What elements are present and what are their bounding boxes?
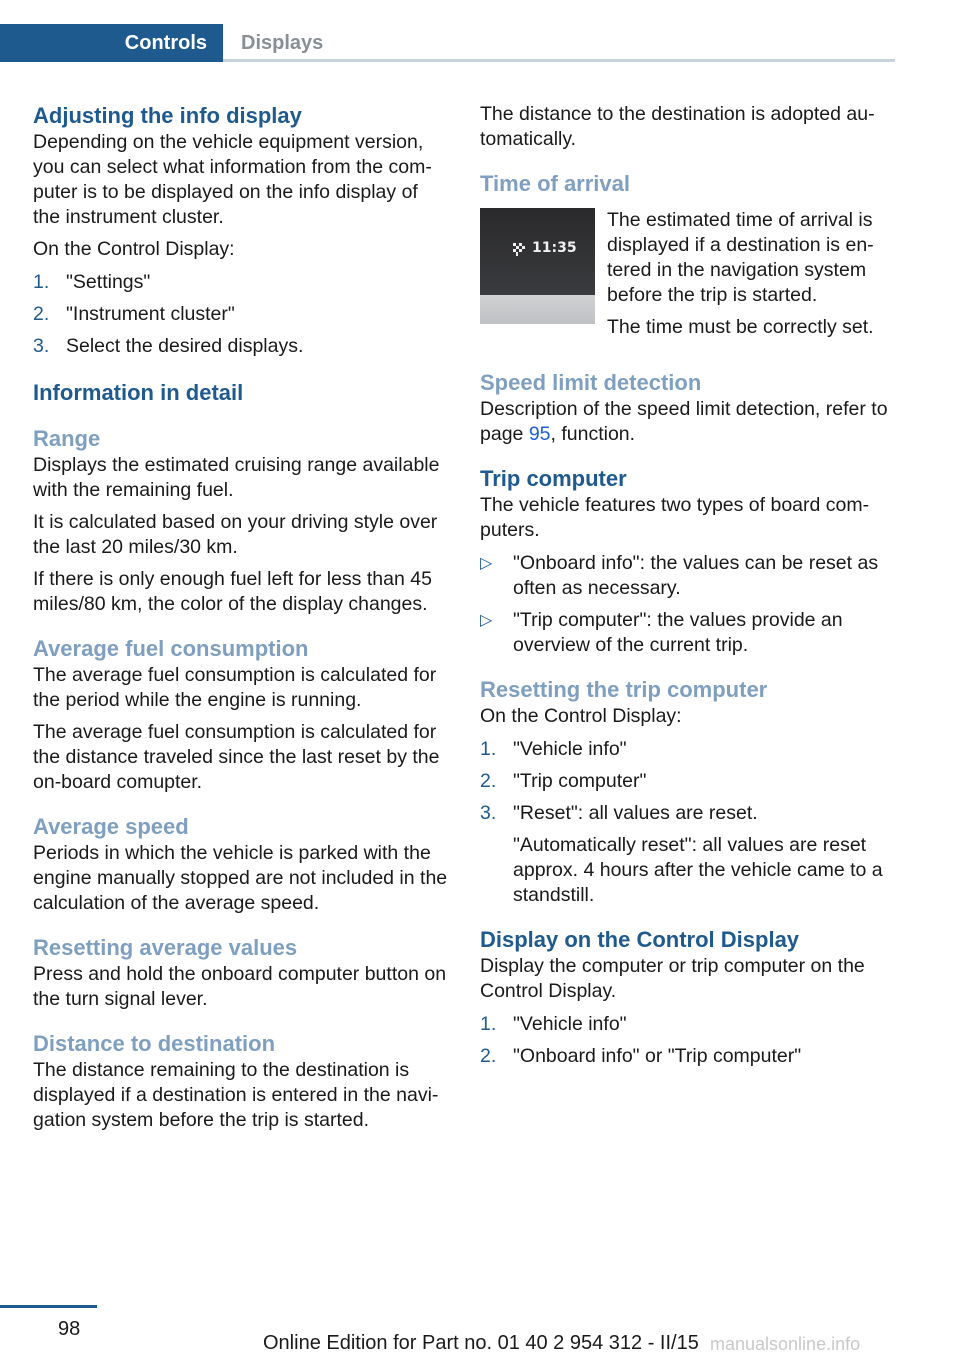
paragraph: The distance remaining to the destination is displayed if a destination is entered in the navigation system before the trip is started.: [33, 1059, 439, 1131]
watermark: manualsonline.info: [710, 1334, 861, 1354]
step-number: 3.: [33, 335, 50, 357]
edition-text: Online Edition for Part no. 01 40 2 954 312 - II/15: [263, 1332, 699, 1354]
paragraph: Display the computer or trip computer on the Control Display.: [480, 955, 865, 1002]
heading-average-fuel-consumption: Average fuel consumption: [33, 636, 309, 661]
step-text: "Vehicle info": [513, 738, 627, 760]
tab-displays[interactable]: Displays: [241, 31, 324, 54]
list-item: [480, 1044, 890, 1069]
text-fragment: , function.: [550, 423, 636, 445]
list-item: [33, 270, 448, 295]
page-number: 98: [58, 1318, 81, 1340]
header-divider: [223, 59, 895, 62]
page-link[interactable]: 95: [528, 423, 551, 445]
footer-divider: [0, 1305, 97, 1308]
paragraph: On the Control Display:: [480, 705, 682, 727]
heading-speed-limit-detection: Speed limit detection: [480, 370, 702, 395]
left-column: [33, 102, 448, 1140]
paragraph: It is calculated based on your driving style over the last 20 miles/30 km.: [33, 511, 438, 558]
list-item: [480, 1012, 890, 1037]
heading-resetting-trip-computer: Resetting the trip computer: [480, 677, 768, 702]
paragraph: Displays the estimated cruising range available with the remaining fuel.: [33, 454, 440, 501]
triangle-bullet-icon: ▷: [480, 612, 493, 629]
step-number: 2.: [480, 770, 497, 792]
paragraph: The distance to the destination is adopted automatically.: [480, 103, 875, 150]
heading-average-speed: Average speed: [33, 814, 189, 839]
arrival-display-image: [480, 208, 595, 324]
arrival-text: [607, 208, 890, 347]
bullet-text: "Onboard info": the values can be reset as often as necessary.: [513, 552, 879, 599]
list-item: [33, 302, 448, 327]
arrival-block: [480, 208, 890, 347]
heading-time-of-arrival: Time of arrival: [480, 171, 630, 196]
step-number: 1.: [480, 1013, 497, 1035]
list-item: [480, 801, 890, 826]
list-item: [480, 608, 890, 658]
paragraph: The estimated time of arrival is displayed if a destination is entered in the navigation system before the trip is started.: [607, 209, 874, 306]
step-text: "Settings": [66, 271, 151, 293]
step-text: "Instrument cluster": [66, 303, 235, 325]
step-text: "Vehicle info": [513, 1013, 627, 1035]
steps-list: [33, 270, 448, 359]
bullet-text: "Trip computer": the values provide an overview of the current trip.: [513, 609, 843, 656]
heading-distance-to-destination: Distance to destination: [33, 1031, 276, 1056]
paragraph: Press and hold the onboard computer button on the turn signal lever.: [33, 963, 447, 1010]
heading-display-on-control-display: Display on the Control Display: [480, 927, 800, 952]
list-item: [33, 334, 448, 359]
step-number: 2.: [33, 303, 50, 325]
list-item: [480, 737, 890, 762]
heading-information-in-detail: Information in detail: [33, 380, 244, 405]
right-column: [480, 102, 890, 1076]
triangle-bullet-icon: ▷: [480, 555, 493, 572]
step-text: Select the desired displays.: [66, 335, 304, 357]
arrival-time-value: 11:35: [532, 240, 577, 256]
step-number: 2.: [480, 1045, 497, 1067]
heading-adjusting-info-display: Adjusting the info display: [33, 103, 302, 128]
heading-range: Range: [33, 426, 101, 451]
heading-trip-computer: Trip computer: [480, 466, 627, 491]
heading-resetting-average-values: Resetting average values: [33, 935, 298, 960]
paragraph: The time must be correctly set.: [607, 316, 874, 338]
bullet-list: [480, 551, 890, 658]
step-number: 1.: [480, 738, 497, 760]
paragraph: The average fuel consumption is calculated for the period while the engine is running.: [33, 664, 437, 711]
text-fragment: Description of the speed limit detection, refer to page: [480, 398, 888, 445]
tab-controls[interactable]: Controls: [0, 24, 223, 62]
step-text: "Reset": all values are reset.: [513, 802, 758, 824]
step-number: 1.: [33, 271, 50, 293]
list-item: [480, 769, 890, 794]
destination-flag-icon: [512, 242, 526, 256]
steps-list: [480, 737, 890, 826]
paragraph: [480, 397, 890, 447]
step-number: 3.: [480, 802, 497, 824]
arrival-clock: [512, 236, 577, 261]
paragraph: On the Control Display:: [33, 238, 235, 260]
paragraph: If there is only enough fuel left for less than 45 miles/80 km, the color of the display changes.: [33, 568, 432, 615]
header-bar: [0, 0, 960, 62]
list-item: [480, 551, 890, 601]
sub-step-text: "Automatically reset": all values are reset approx. 4 hours after the vehicle came to a standstill.: [513, 834, 883, 906]
step-text: "Trip computer": [513, 770, 647, 792]
step-text: "Onboard info" or "Trip computer": [513, 1045, 802, 1067]
paragraph: Depending on the vehicle equipment version, you can select what information from the computer is to be displayed on the info display of the instrument cluster.: [33, 131, 432, 228]
paragraph: The average fuel consumption is calculated for the distance traveled since the last reset by the on-board comupter.: [33, 721, 440, 793]
steps-list: [480, 1012, 890, 1069]
paragraph: Periods in which the vehicle is parked with the engine manually stopped are not included in the calculation of the average speed.: [33, 842, 448, 914]
paragraph: The vehicle features two types of board computers.: [480, 494, 870, 541]
